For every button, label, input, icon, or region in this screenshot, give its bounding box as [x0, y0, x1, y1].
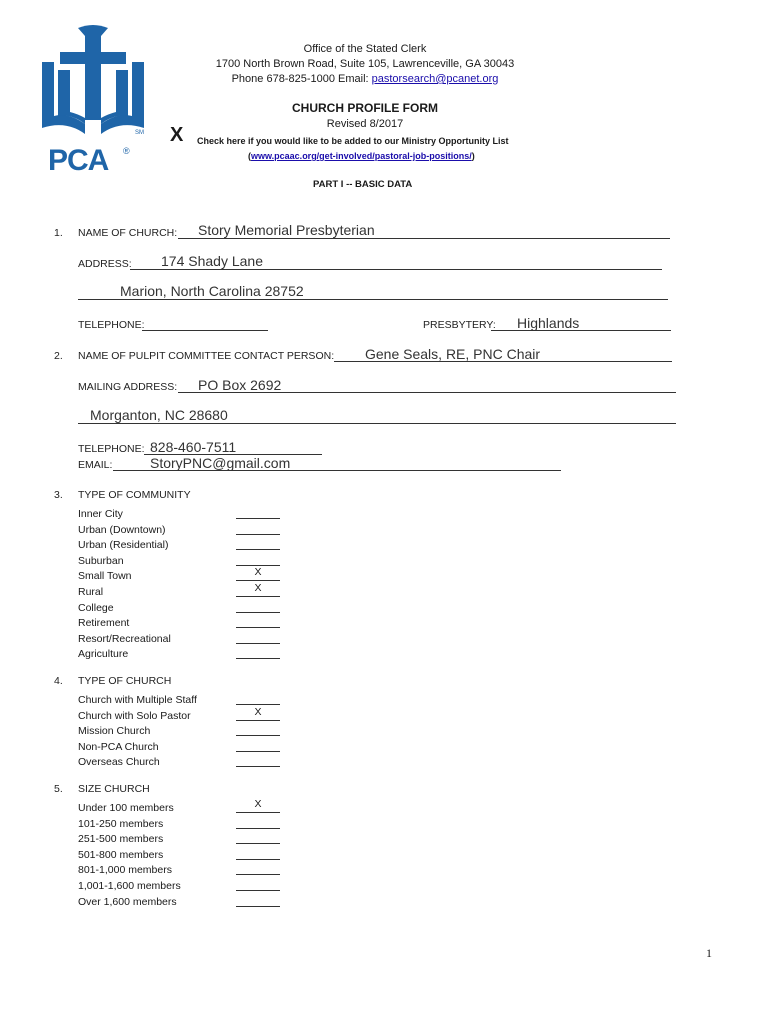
church-type-option-label: Church with Multiple Staff	[78, 694, 197, 706]
community-option-label: Small Town	[78, 570, 132, 583]
church-type-title: TYPE OF CHURCH	[78, 675, 172, 687]
telephone-label: TELEPHONE:	[78, 319, 145, 331]
community-option-label: Resort/Recreational	[78, 632, 171, 645]
contact-telephone-label: TELEPHONE:	[78, 443, 145, 455]
church-size-option-mark	[236, 829, 280, 844]
community-option-row	[78, 520, 171, 536]
community-option-checkbox-line[interactable]	[236, 644, 280, 659]
section-5-number: 5.	[54, 783, 63, 795]
opportunity-link[interactable]: www.pcaac.org/get-involved/pastoral-job-positions/	[251, 151, 472, 161]
church-size-option-mark	[236, 814, 280, 829]
church-type-option-mark	[236, 721, 280, 736]
opportunity-checkbox-mark[interactable]: X	[170, 124, 184, 146]
church-size-option-label: 101-250 members	[78, 817, 164, 830]
community-option-label: Urban (Downtown)	[78, 523, 166, 536]
church-size-option-mark	[236, 845, 280, 860]
church-size-option-mark	[236, 876, 280, 891]
community-option-checkbox-line[interactable]	[236, 520, 280, 535]
section-4-number: 4.	[54, 675, 63, 687]
presbytery-value: Highlands	[517, 315, 580, 331]
community-option-mark	[236, 520, 280, 535]
community-option-row	[78, 535, 171, 551]
church-type-option-label: Non-PCA Church	[78, 740, 159, 753]
church-size-option-checkbox-line[interactable]	[236, 892, 280, 907]
church-size-option-row	[78, 798, 262, 814]
office-email-link[interactable]: pastorsearch@pcanet.org	[371, 73, 499, 85]
logo-registered-mark: ®	[123, 146, 130, 156]
pca-logo	[38, 24, 148, 184]
church-size-list	[78, 798, 262, 908]
office-title: Office of the Stated Clerk	[303, 43, 427, 55]
community-option-label: Inner City	[78, 508, 123, 520]
community-option-mark: X	[236, 582, 280, 597]
community-list	[78, 504, 262, 661]
community-option-row	[78, 581, 262, 598]
telephone-field[interactable]	[142, 330, 268, 331]
church-type-list	[78, 690, 262, 769]
church-type-option-row	[78, 705, 262, 722]
form-revised: Revised 8/2017	[326, 118, 404, 130]
mailing-value: PO Box 2692	[198, 377, 282, 393]
church-size-option-checkbox-line[interactable]	[236, 798, 280, 813]
church-type-option-mark	[236, 690, 280, 705]
mailing-city-field[interactable]	[78, 423, 676, 424]
church-size-option-row	[78, 860, 181, 876]
community-option-mark	[236, 613, 280, 628]
community-option-row	[78, 613, 171, 629]
community-option-row	[78, 629, 171, 645]
community-option-label: Urban (Residential)	[78, 539, 169, 552]
community-option-label: Agriculture	[78, 648, 129, 661]
logo-text: PCA	[48, 144, 109, 177]
church-size-option-label: 501-800 members	[78, 848, 164, 861]
church-size-option-label: Over 1,600 members	[78, 895, 177, 908]
church-type-option-checkbox-line[interactable]	[236, 706, 280, 721]
city-field[interactable]	[78, 299, 668, 300]
community-option-label: Retirement	[78, 617, 130, 630]
community-option-label: Suburban	[78, 554, 124, 567]
church-type-option-label: Church with Solo Pastor	[78, 709, 191, 722]
church-size-option-mark	[236, 860, 280, 875]
church-size-option-label: 251-500 members	[78, 833, 164, 846]
contact-telephone-value: 828-460-7511	[150, 439, 237, 455]
page-number: 1	[706, 946, 712, 960]
community-option-checkbox-line[interactable]	[236, 629, 280, 644]
community-option-row	[78, 504, 171, 520]
community-option-mark	[236, 598, 280, 613]
form-title: CHURCH PROFILE FORM	[292, 101, 438, 115]
church-size-option-label: 1,001-1,600 members	[78, 879, 181, 892]
church-type-option-mark: X	[236, 706, 280, 721]
office-contact	[200, 73, 530, 85]
logo-sm-mark: SM	[135, 130, 144, 136]
section-2-number: 2.	[54, 350, 63, 362]
email-value: StoryPNC@gmail.com	[150, 455, 291, 471]
cross-book-icon	[38, 24, 148, 149]
community-option-checkbox-line[interactable]	[236, 598, 280, 613]
section-3-number: 3.	[54, 489, 63, 501]
church-type-option-row	[78, 737, 197, 753]
community-option-mark: X	[236, 566, 280, 581]
church-size-option-mark: X	[236, 798, 280, 813]
community-option-mark	[236, 644, 280, 659]
church-type-option-mark	[236, 737, 280, 752]
church-size-option-mark	[236, 892, 280, 907]
church-size-option-checkbox-line[interactable]	[236, 860, 280, 875]
community-option-mark	[236, 551, 280, 566]
church-name-label: NAME OF CHURCH:	[78, 227, 178, 239]
community-option-row	[78, 551, 171, 567]
address-field[interactable]	[130, 269, 662, 270]
community-option-mark	[236, 629, 280, 644]
church-size-option-row	[78, 876, 181, 892]
community-option-checkbox-line[interactable]	[236, 535, 280, 550]
email-label: EMAIL:	[78, 459, 113, 471]
church-size-title: SIZE CHURCH	[78, 783, 150, 795]
community-option-checkbox-line[interactable]	[236, 613, 280, 628]
church-type-option-mark	[236, 752, 280, 767]
church-size-option-row	[78, 814, 181, 830]
church-size-option-label: 801-1,000 members	[78, 864, 172, 877]
church-size-option-checkbox-line[interactable]	[236, 876, 280, 891]
community-option-checkbox-line[interactable]	[236, 582, 280, 597]
church-size-option-checkbox-line[interactable]	[236, 829, 280, 844]
office-address: 1700 North Brown Road, Suite 105, Lawrenceville, GA 30043	[215, 58, 515, 70]
section-1-number: 1.	[54, 227, 63, 239]
church-type-option-row	[78, 690, 197, 706]
community-option-label: College	[78, 601, 114, 614]
contact-value: Gene Seals, RE, PNC Chair	[365, 346, 541, 362]
church-size-option-checkbox-line[interactable]	[236, 814, 280, 829]
church-name-field[interactable]	[178, 238, 670, 239]
part-title: PART I -- BASIC DATA	[313, 179, 413, 190]
community-option-checkbox-line[interactable]	[236, 551, 280, 566]
church-type-option-checkbox-line[interactable]	[236, 737, 280, 752]
community-option-row	[78, 566, 262, 583]
church-size-option-label: Under 100 members	[78, 802, 174, 814]
mailing-label: MAILING ADDRESS:	[78, 381, 178, 393]
contact-label: NAME OF PULPIT COMMITTEE CONTACT PERSON:	[78, 350, 335, 362]
church-type-option-row	[78, 752, 197, 768]
church-type-option-label: Overseas Church	[78, 756, 160, 769]
church-type-option-row	[78, 721, 197, 737]
church-size-option-row	[78, 829, 181, 845]
community-option-label: Rural	[78, 585, 104, 598]
church-type-option-checkbox-line[interactable]	[236, 690, 280, 705]
office-phone: Phone 678-825-1000 Email:	[231, 73, 372, 85]
church-size-option-checkbox-line[interactable]	[236, 845, 280, 860]
church-size-option-row	[78, 845, 181, 861]
opportunity-link-line: (www.pcaac.org/get-involved/pastoral-job-positions/)	[248, 151, 475, 161]
community-option-checkbox-line[interactable]	[236, 566, 280, 581]
community-option-mark	[236, 504, 280, 519]
church-type-option-checkbox-line[interactable]	[236, 721, 280, 736]
presbytery-label: PRESBYTERY:	[423, 319, 496, 331]
mailing-city-value: Morganton, NC 28680	[90, 407, 228, 423]
address-label: ADDRESS:	[78, 258, 132, 270]
city-value: Marion, North Carolina 28752	[120, 283, 304, 299]
church-name-value: Story Memorial Presbyterian	[198, 222, 375, 238]
church-type-option-checkbox-line[interactable]	[236, 752, 280, 767]
opportunity-text: Check here if you would like to be added to our Ministry Opportunity List	[197, 136, 509, 146]
community-option-checkbox-line[interactable]	[236, 504, 280, 519]
community-option-row	[78, 644, 171, 660]
address-value: 174 Shady Lane	[161, 253, 263, 269]
community-option-mark	[236, 535, 280, 550]
church-type-option-label: Mission Church	[78, 725, 151, 738]
community-option-row	[78, 598, 171, 614]
community-title: TYPE OF COMMUNITY	[78, 489, 191, 501]
church-size-option-row	[78, 892, 181, 908]
